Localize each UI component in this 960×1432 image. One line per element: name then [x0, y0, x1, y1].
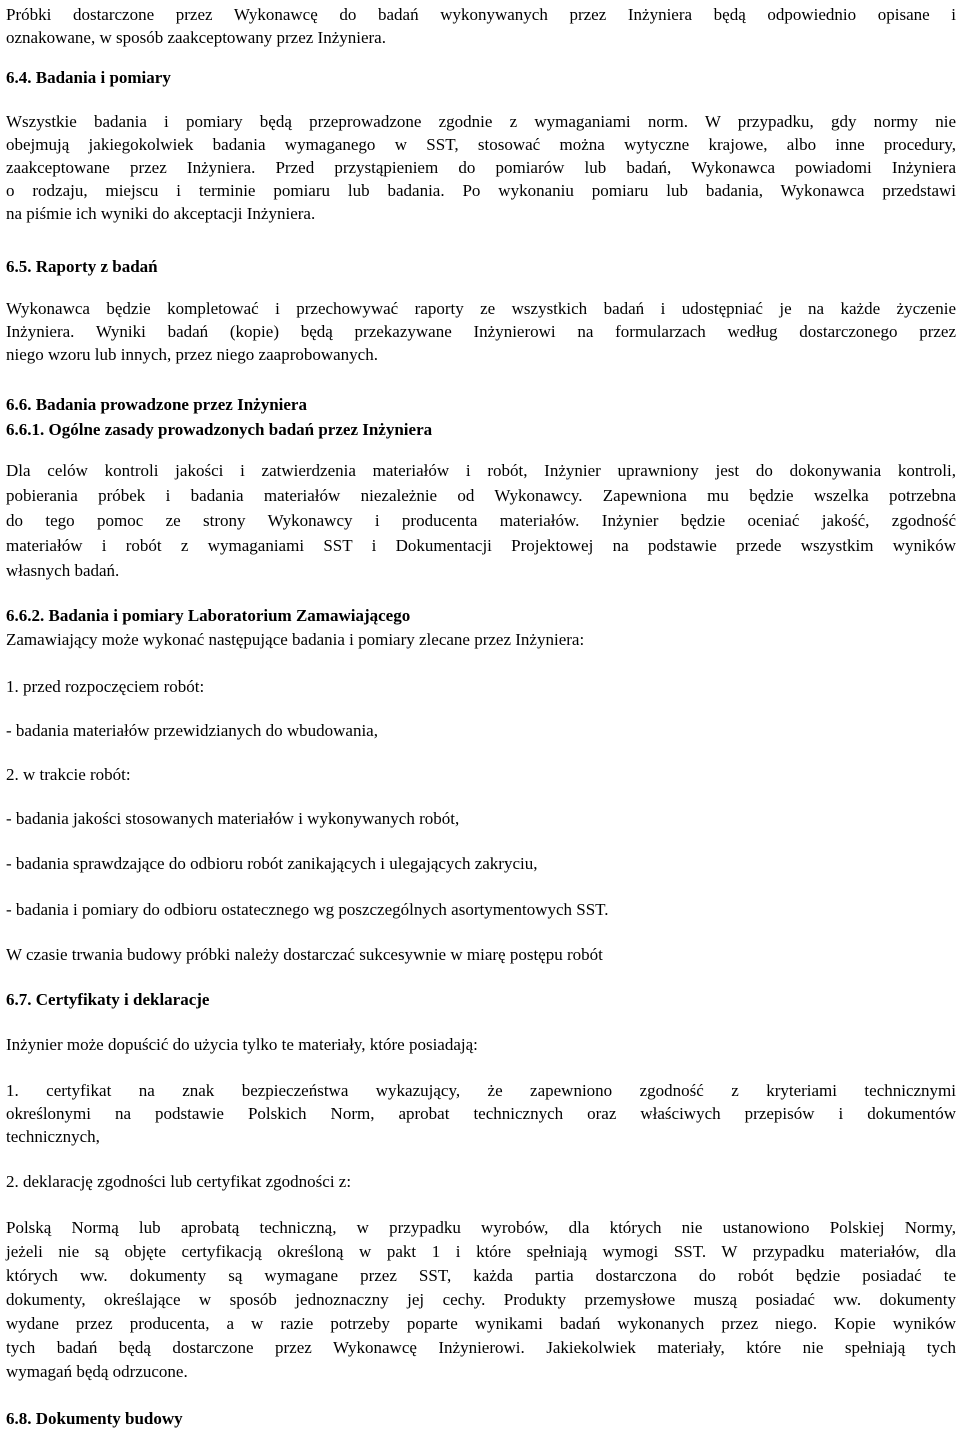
text-line: wymagań będą odrzucone.	[6, 1362, 188, 1381]
list-item: 1. przed rozpoczęciem robót:	[6, 677, 205, 696]
text-line: Inżyniera. Wyniki badań (kopie) będą przekazywane Inżynierowi na formularzach według dostarczonego przez	[6, 322, 956, 341]
text-line: Inżynier może dopuścić do użycia tylko te materiały, które posiadają:	[6, 1035, 478, 1054]
list-item: - badania materiałów przewidzianych do wbudowania,	[6, 721, 378, 740]
text-line: niego wzoru lub innych, przez niego zaaprobowanych.	[6, 345, 378, 364]
list-item: - badania sprawdzające do odbioru robót zanikających i ulegających zakryciu,	[6, 854, 538, 873]
section-heading: 6.6. Badania prowadzone przez Inżyniera	[6, 395, 307, 414]
text-line: 1. certyfikat na znak bezpieczeństwa wykazujący, że zapewniono zgodność z kryteriami technicznymi	[6, 1081, 956, 1100]
subsection-heading: 6.6.1. Ogólne zasady prowadzonych badań przez Inżyniera	[6, 420, 433, 439]
text-line: o rodzaju, miejscu i terminie pomiaru lub badania. Po wykonaniu pomiaru lub badania, Wykonawca przedstawi	[6, 181, 956, 200]
text-line: Próbki dostarczone przez Wykonawcę do badań wykonywanych przez Inżyniera będą odpowiednio opisane i	[6, 5, 956, 24]
section-heading: 6.4. Badania i pomiary	[6, 68, 171, 87]
text-line: 2. deklarację zgodności lub certyfikat zgodności z:	[6, 1172, 352, 1191]
text-line: do tego pomoc ze strony Wykonawcy i producenta materiałów. Inżynier będzie oceniać jakość, zgodność	[6, 511, 956, 530]
section-heading: 6.7. Certyfikaty i deklaracje	[6, 990, 210, 1009]
text-line: Dla celów kontroli jakości i zatwierdzenia materiałów i robót, Inżynier uprawniony jest do dokonywania kontroli,	[6, 461, 956, 480]
text-line: pobierania próbek i badania materiałów niezależnie od Wykonawcy. Zapewniona mu będzie wszelka potrzebna	[6, 486, 956, 505]
text-line: Wszystkie badania i pomiary będą przeprowadzone zgodnie z wymaganiami norm. W przypadku, gdy normy nie	[6, 112, 956, 131]
text-line: obejmują jakiegokolwiek badania wymaganego w SST, stosować można wytyczne krajowe, albo inne procedury,	[6, 135, 956, 154]
section-heading: 6.8. Dokumenty budowy	[6, 1409, 183, 1428]
text-line: oznakowane, w sposób zaakceptowany przez Inżyniera.	[6, 28, 386, 47]
section-heading: 6.5. Raporty z badań	[6, 257, 158, 276]
text-line: Wykonawca będzie kompletować i przechowywać raporty ze wszystkich badań i udostępniać je na każde życzenie	[6, 299, 956, 318]
subsection-heading: 6.6.2. Badania i pomiary Laboratorium Zamawiającego	[6, 606, 411, 625]
text-line: technicznych,	[6, 1127, 100, 1146]
text-line: materiałów i robót z wymaganiami SST i Dokumentacji Projektowej na podstawie przede wszystkim wyników	[6, 536, 956, 555]
list-item: - badania i pomiary do odbioru ostatecznego wg poszczególnych asortymentowych SST.	[6, 900, 609, 919]
text-line: na piśmie ich wyniki do akceptacji Inżyniera.	[6, 204, 316, 223]
list-item: - badania jakości stosowanych materiałów i wykonywanych robót,	[6, 809, 460, 828]
list-item: 2. w trakcie robót:	[6, 765, 131, 784]
text-line: których ww. dokumenty są wymagane przez SST, każda partia dostarczona do robót będzie posiadać te	[6, 1266, 956, 1285]
text-line: W czasie trwania budowy próbki należy dostarczać sukcesywnie w miarę postępu robót	[6, 945, 603, 964]
text-line: zaakceptowane przez Inżyniera. Przed przystąpieniem do pomiarów lub badań, Wykonawca powiadomi Inżyniera	[6, 158, 956, 177]
text-line: Zamawiający może wykonać następujące badania i pomiary zlecane przez Inżyniera:	[6, 630, 585, 649]
text-line: Polską Normą lub aprobatą techniczną, w przypadku wyrobów, dla których nie ustanowiono Polskiej Normy,	[6, 1218, 956, 1237]
text-line: dokumenty, określające w sposób jednoznaczny jej cechy. Produkty przemysłowe muszą posiadać ww. dokumenty	[6, 1290, 956, 1309]
text-line: własnych badań.	[6, 561, 120, 580]
text-line: wydane przez producenta, a w razie potrzeby poparte wynikami badań wykonanych przez niego. Kopie wyników	[6, 1314, 956, 1333]
text-line: jeżeli nie są objęte certyfikacją określoną w pakt 1 i które spełniają wymogi SST. W przypadku materiałów, dla	[6, 1242, 956, 1261]
text-line: określonymi na podstawie Polskich Norm, aprobat technicznych oraz właściwych przepisów i dokumentów	[6, 1104, 956, 1123]
text-line: tych badań będą dostarczone przez Wykonawcę Inżynierowi. Jakiekolwiek materiały, które nie spełniają tych	[6, 1338, 956, 1357]
